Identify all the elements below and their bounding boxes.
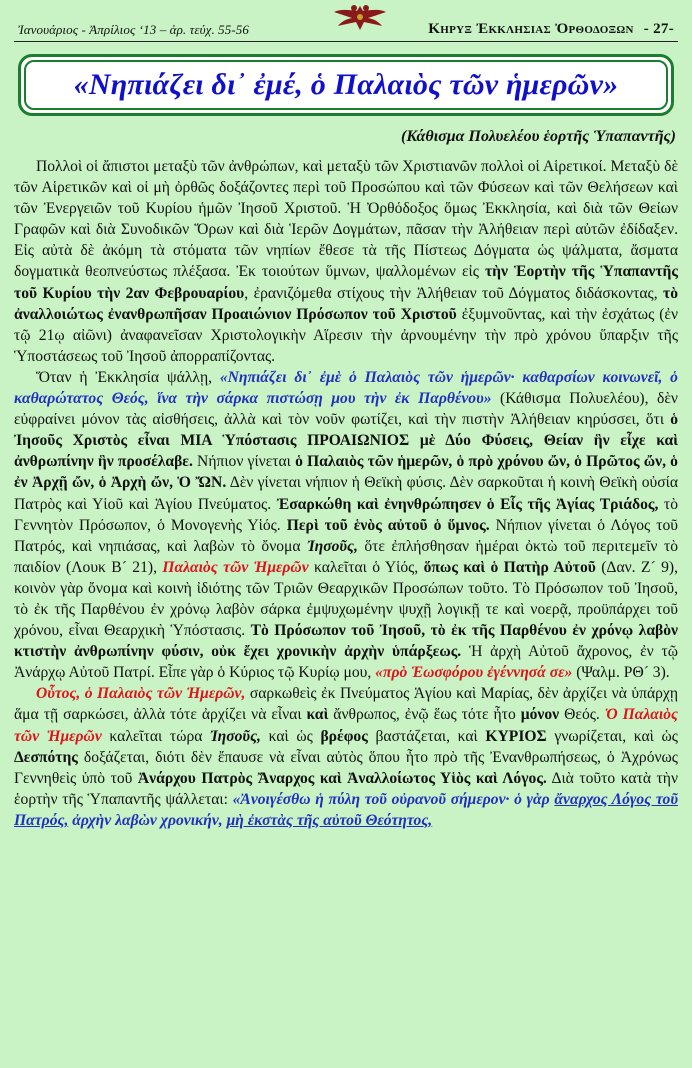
title-frame (18, 54, 674, 116)
hymn-quote: «Νηπιάζει δι᾿ ἐμὲ ὁ Παλαιὸς τῶν ἡμερῶν· καθαρσίων κοινωνεῖ, ὁ καθαρώτατος Θεός, ἵνα τὴν σάρκα πιστώσῃ μου τὴν ἐκ Παρθένου» (14, 368, 678, 408)
issue-info: Ἰανουάριος - Ἀπρίλιος ‘13 – ἀρ. τεύχ. 55-56 (18, 22, 249, 37)
paragraph-2: Ὅταν ἡ Ἐκκλησία ψάλλῃ, «Νηπιάζει δι᾿ ἐμὲ ὁ Παλαιὸς τῶν ἡμερῶν· καθαρσίων κοινωνεῖ, ὁ καθαρώτατος Θεός, ἵνα τὴν σάρκα πιστώσῃ μου τὴν ἐκ Παρθένου» (Κάθισμα Πολυελέου), δὲν εὐφραίνει μόνον τὰς αἰσθήσεις, ἀλλὰ καὶ τὸν νοῦν φωτίζει, καὶ τὴν πιστὴν Ἀλήθειαν κηρύσσει, ὅτι ὁ Ἰησοῦς Χριστὸς εἶναι ΜΙΑ Ὑπόστασις ΠΡΟΑΙΩΝΙΟΣ μὲ Δύο Φύσεις, Θείαν ἣν εἶχε καὶ ἀνθρωπίνην ἣν προσέλαβε. Νήπιον γίνεται ὁ Παλαιὸς τῶν ἡμερῶν, ὁ πρὸ χρόνου ὤν, ὁ Πρῶτος ὤν, ὁ ἐν Ἀρχῇ ὤν, ὁ Ἀρχὴ ὤν, Ὁ ὬΝ. Δὲν γίνεται νήπιον ἡ Θεϊκὴ φύσις. Δὲν σαρκοῦται ἡ κοινὴ Θεϊκὴ οὐσία Πατρὸς καὶ Υἱοῦ καὶ Ἁγίου Πνεύματος. Ἐσαρκώθη καὶ ἐνηνθρώπησεν ὁ Εἷς τῆς Ἁγίας Τριάδος, τὸ Γεννητὸν Πρόσωπον, ὁ Μονογενὴς Υἱός. Περὶ τοῦ ἑνὸς αὐτοῦ ὁ ὕμνος. Νήπιον γίνεται ὁ Λόγος τοῦ Πατρός, καὶ νηπιάσας, καὶ λαβὼν τὸ ὄνομα Ἰησοῦς, ὅτε ἐπλήσθησαν ἡμέραι ὀκτὼ τοῦ περιτεμεῖν τὸ παιδίον (Λουκ Β´ 21), Παλαιὸς τῶν Ἡμερῶν καλεῖται ὁ Υἱός, ὅπως καὶ ὁ Πατὴρ Αὐτοῦ (Δαν. Ζ´ 9), κοινὸν γὰρ ὄνομα καὶ κοινὴ ἰδιότης τῶν Τριῶν Θεαρχικῶν Προσώπων τοῦτο. Τὸ Πρόσωπον τοῦ Ἰησοῦ, τὸ ἐκ τῆς Παρθένου ἐν χρόνῳ λαβὸν σάρκα ἐμψυχωμένην ψυχῇ λογικῇ τε καὶ νοερᾷ, προϋπάρχει τοῦ χρόνου, εἶναι Θεαρχικὴ Ὑπόστασις. Τὸ Πρόσωπον τοῦ Ἰησοῦ, τὸ ἐκ τῆς Παρθένου ἐν χρόνῳ λαβὸν κτιστὴν ἀνθρωπίνην φύσιν, οὐκ ἔχει χρονικὴν ἀρχὴν ὑπάρξεως. Ἡ ἀρχὴ Αὐτοῦ ἄχρονος, ἐν τῷ Ἀνάρχῳ Αὐτοῦ Πατρί. Εἶπε γὰρ ὁ Κύριος τῷ Κυρίῳ μου, «πρὸ Ἑωσφόρου ἐγέννησά σε» (Ψαλμ. ΡΘ´ 3). (14, 368, 679, 682)
paragraph-3: Οὗτος, ὁ Παλαιὸς τῶν Ἡμερῶν, σαρκωθεὶς ἐκ Πνεύματος Ἁγίου καὶ Μαρίας, δὲν ἀρχίζει νὰ ὑπάρχῃ ἅμα τῇ σαρκώσει, ἀλλὰ τότε ἀρχίζει νὰ εἶναι καὶ ἄνθρωπος, ἐνῷ ἕως τότε ἦτο μόνον Θεός. Ὁ Παλαιὸς τῶν Ἡμερῶν καλεῖται τώρα Ἰησοῦς, καὶ ὡς βρέφος βαστάζεται, καὶ ΚΥΡΙΟΣ γνωρίζεται, καὶ ὡς Δεσπότης δοξάζεται, διότι δὲν ἔπαυσε νὰ εἶναι αὐτὸς ὅπου ἦτο πρὸ τῆς Ἐνανθρωπήσεως, ὁ Ἀχρόνως Γεννηθεὶς ὑπὸ τοῦ Ἀνάρχου Πατρὸς Ἄναρχος καὶ Ἀναλλοίωτος Υἱὸς καὶ Λόγος. Διὰ τοῦτο κατὰ τὴν ἑορτὴν τῆς Ὑπαπαντῆς ψάλλεται: «Ἀνοιγέσθω ἡ πύλη τοῦ οὐρανοῦ σήμερον· ὁ γὰρ ἄναρχος Λόγος τοῦ Πατρός, ἀρχὴν λαβὼν χρονικήν, μὴ ἐκστὰς τῆς αὐτοῦ Θεότητος, (14, 685, 679, 829)
page-number: - 27- (643, 21, 674, 37)
paragraph-1: Πολλοὶ οἱ ἄπιστοι μεταξὺ τῶν ἀνθρώπων, καὶ μεταξὺ τῶν Χριστιανῶν πολλοὶ οἱ Αἱρετικοί. Μεταξὺ δὲ τῶν Αἱρετικῶν καὶ οἱ μὴ ὀρθῶς δοξάζοντες περὶ τοῦ Προσώπου καὶ τῶν Φύσεων καὶ τῶν Θελήσεων καὶ τῶν Ἐνεργειῶν τοῦ Κυρίου ἡμῶν Ἰησοῦ Χριστοῦ. Ἡ Ὀρθόδοξος ὅμως Ἐκκλησία, καὶ διὰ τῶν Θείων Γραφῶν καὶ διὰ Συνοδικῶν Ὅρων καὶ διὰ Ἱερῶν Δογμάτων, πᾶσαν τὴν Ἀλήθειαν περὶ αὐτῶν ἐδίδαξεν. Εἰς αὐτὰ δὲ ἀκόμη τὰ στόματα τῶν νηπίων ἔθεσε τὰ τῆς Πίστεως Δόγματα ὡς ψάλματα, ἄσματα δογματικὰ θεοπνεύστως πλέξασα. Ἐκ τοιούτων ὕμνων, ψαλλομένων εἰς τὴν Ἑορτὴν τῆς Ὑπαπαντῆς τοῦ Κυρίου τὴν 2αν Φεβρουαρίου, ἐρανιζόμεθα στίχους τὴν Ἀλήθειαν τοῦ Δόγματος διδάσκοντας, τὸ ἀναλλοιώτως ἐνανθρωπῆσαν Προαιώνιον Πρόσωπον τοῦ Χριστοῦ ἐξυμνοῦντας, καὶ τὴν ἐσχάτως (ἐν τῷ 21ῳ αἰῶνι) ἀναφανεῖσαν Χριστολογικὴν Αἵρεσιν τὴν ἀρνουμένην τὴν πρὸ χρόνου ὕπαρξιν τῆς Ὑποστάσεως τοῦ Ἰησοῦ ἀπορραπίζοντας. (14, 158, 679, 365)
double-headed-eagle-icon (332, 2, 388, 32)
article-subtitle: (Κάθισμα Πολυελέου ἑορτῆς Ὑπαπαντῆς) (401, 128, 676, 145)
article-title: «Νηπιάζει δι᾿ ἐμέ, ὁ Παλαιὸς τῶν ἡμερῶν» (24, 60, 668, 110)
article-body (14, 156, 678, 831)
header-divider (14, 41, 678, 42)
journal-title: Κηρυξ Ἐκκλησιας Ὀρθοδοξων - 27- (428, 21, 674, 37)
page-header (14, 0, 678, 44)
